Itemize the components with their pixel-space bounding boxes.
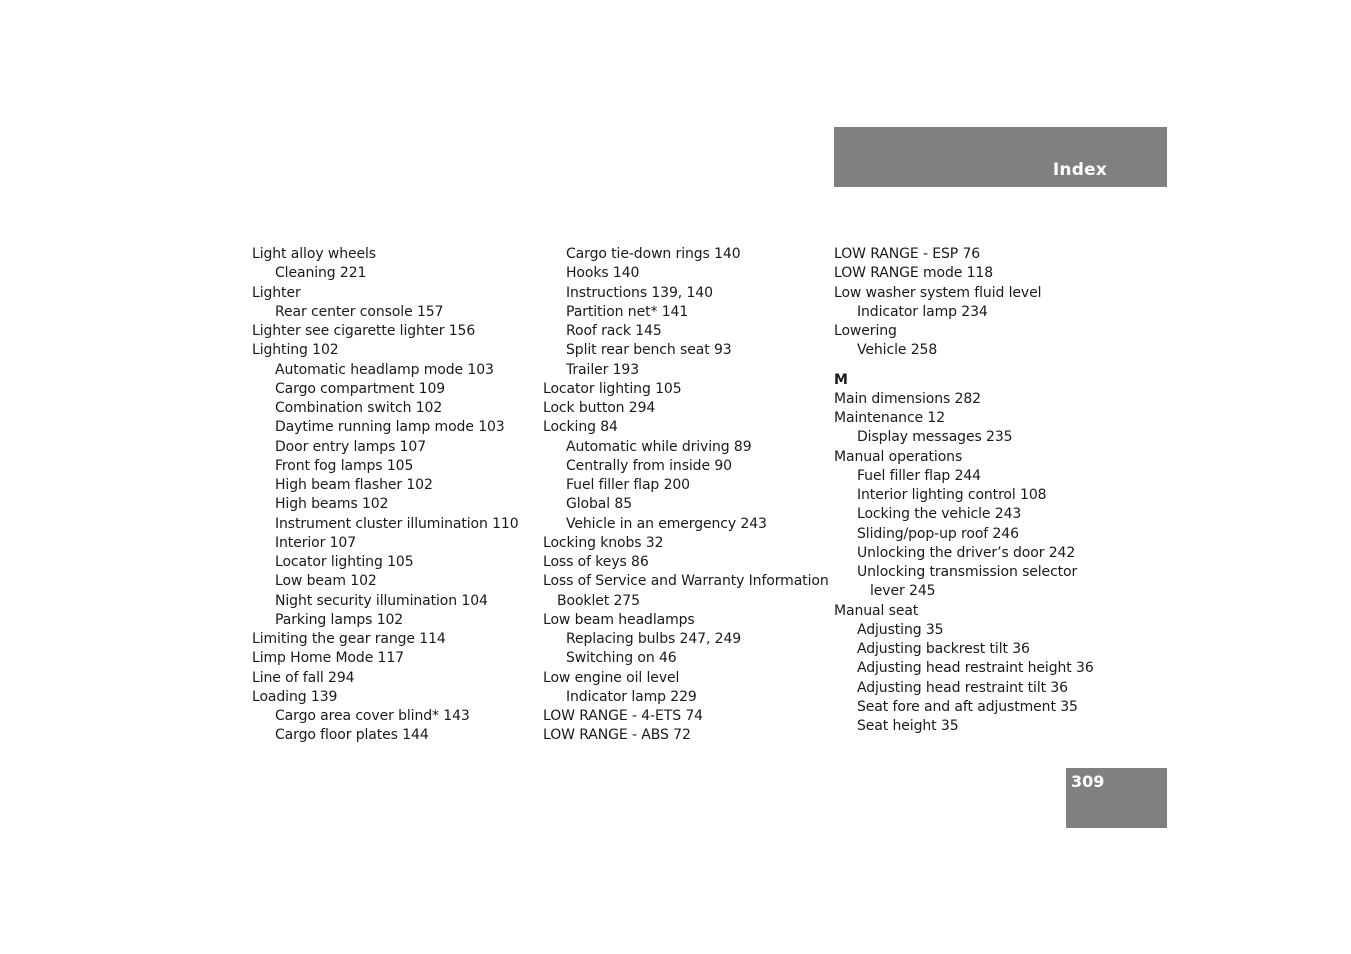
index-column-3 [834, 245, 1134, 736]
index-subentry: Replacing bulbs 247, 249 [566, 631, 742, 647]
page-number-box [1066, 768, 1167, 828]
index-entry: Lowering [834, 323, 897, 339]
index-entry: Maintenance 12 [834, 410, 946, 426]
index-subentry: Automatic headlamp mode 103 [275, 361, 494, 378]
index-subentry: Unlocking transmission selector [857, 564, 1078, 580]
index-subentry: lever 245 [870, 583, 936, 600]
index-entry: Main dimensions 282 [834, 390, 981, 407]
index-entry: LOW RANGE mode 118 [834, 265, 994, 282]
index-entry: Low engine oil level [543, 669, 680, 686]
index-entry: Limiting the gear range 114 [252, 631, 446, 647]
index-entry: Line of fall 294 [252, 669, 355, 686]
index-entry: Low washer system fluid level [834, 284, 1042, 301]
index-entry: LOW RANGE - 4-ETS 74 [543, 708, 703, 724]
page-number: 309 [1071, 772, 1105, 791]
index-subentry: Interior lighting control 108 [857, 487, 1047, 503]
index-entry: Locator lighting 105 [543, 380, 682, 397]
index-subentry: Instructions 139, 140 [566, 284, 713, 301]
index-subentry: Interior 107 [275, 534, 357, 551]
index-subentry: Booklet 275 [557, 592, 640, 609]
index-entry: Manual seat [834, 602, 919, 619]
index-subentry: Fuel filler flap 200 [566, 477, 690, 493]
index-subentry: Night security illumination 104 [275, 592, 488, 609]
index-subentry: Vehicle in an emergency 243 [566, 515, 767, 532]
index-subentry: Cargo compartment 109 [275, 380, 446, 397]
index-entry: Loss of keys 86 [543, 554, 649, 570]
index-subentry: Indicator lamp 234 [857, 303, 988, 320]
index-subentry: Low beam 102 [275, 573, 377, 590]
index-subentry: High beams 102 [275, 496, 389, 513]
index-subentry: Split rear bench seat 93 [566, 342, 732, 359]
index-subentry: Cargo floor plates 144 [275, 727, 429, 744]
index-entry: Loading 139 [252, 688, 338, 705]
index-entry: Locking knobs 32 [543, 534, 664, 551]
index-subentry: Cleaning 221 [275, 265, 367, 282]
index-subentry: Locator lighting 105 [275, 554, 414, 570]
index-subentry: Indicator lamp 229 [566, 688, 697, 705]
index-entry: Manual operations [834, 448, 963, 465]
index-subentry: Centrally from inside 90 [566, 457, 732, 474]
index-subentry: Fuel filler flap 244 [857, 467, 981, 484]
index-entry: Lighter [252, 284, 301, 301]
index-subentry: Adjusting backrest tilt 36 [857, 641, 1030, 657]
index-entry: Lighter see cigarette lighter 156 [252, 323, 476, 339]
index-subentry: Roof rack 145 [566, 323, 662, 339]
index-subentry: Door entry lamps 107 [275, 438, 427, 455]
index-entry: Light alloy wheels [252, 246, 376, 262]
index-entry: LOW RANGE - ESP 76 [834, 246, 981, 262]
index-subentry: Front fog lamps 105 [275, 457, 414, 474]
index-subentry: Adjusting head restraint height 36 [857, 660, 1094, 677]
letter-heading: M [834, 371, 848, 388]
index-subentry: Parking lamps 102 [275, 611, 404, 628]
index-column-2 [543, 245, 828, 746]
index-entry: Locking 84 [543, 419, 618, 436]
index-subentry: Adjusting 35 [857, 621, 944, 638]
index-subentry: Seat fore and aft adjustment 35 [857, 698, 1078, 715]
index-subentry: Rear center console 157 [275, 303, 444, 320]
index-entry: Loss of Service and Warranty Information [543, 573, 829, 590]
index-subentry: Combination switch 102 [275, 400, 443, 416]
index-subentry: Hooks 140 [566, 265, 640, 282]
index-subentry: High beam flasher 102 [275, 477, 433, 493]
index-column-1 [252, 245, 537, 746]
index-subentry: Cargo tie-down rings 140 [566, 246, 741, 262]
index-header-bar [834, 127, 1167, 187]
index-entry: Lock button 294 [543, 400, 656, 416]
index-subentry: Seat height 35 [857, 718, 959, 734]
index-subentry: Trailer 193 [566, 361, 640, 378]
index-entry: Lighting 102 [252, 342, 339, 359]
index-subentry: Unlocking the driver’s door 242 [857, 544, 1076, 561]
index-subentry: Partition net* 141 [566, 303, 689, 320]
index-subentry: Cargo area cover blind* 143 [275, 708, 470, 724]
index-title: Index [1052, 160, 1107, 180]
index-subentry: Switching on 46 [566, 650, 677, 667]
index-subentry: Instrument cluster illumination 110 [275, 515, 519, 532]
index-subentry: Display messages 235 [857, 429, 1013, 446]
index-entry: LOW RANGE - ABS 72 [543, 727, 691, 744]
index-subentry: Sliding/pop-up roof 246 [857, 525, 1019, 542]
index-subentry: Daytime running lamp mode 103 [275, 419, 505, 436]
index-subentry: Locking the vehicle 243 [857, 506, 1022, 523]
index-subentry: Automatic while driving 89 [566, 438, 752, 455]
index-entry: Low beam headlamps [543, 611, 695, 628]
index-entry: Limp Home Mode 117 [252, 650, 404, 667]
index-subentry: Global 85 [566, 496, 633, 513]
index-subentry: Adjusting head restraint tilt 36 [857, 679, 1068, 696]
index-subentry: Vehicle 258 [857, 342, 938, 359]
